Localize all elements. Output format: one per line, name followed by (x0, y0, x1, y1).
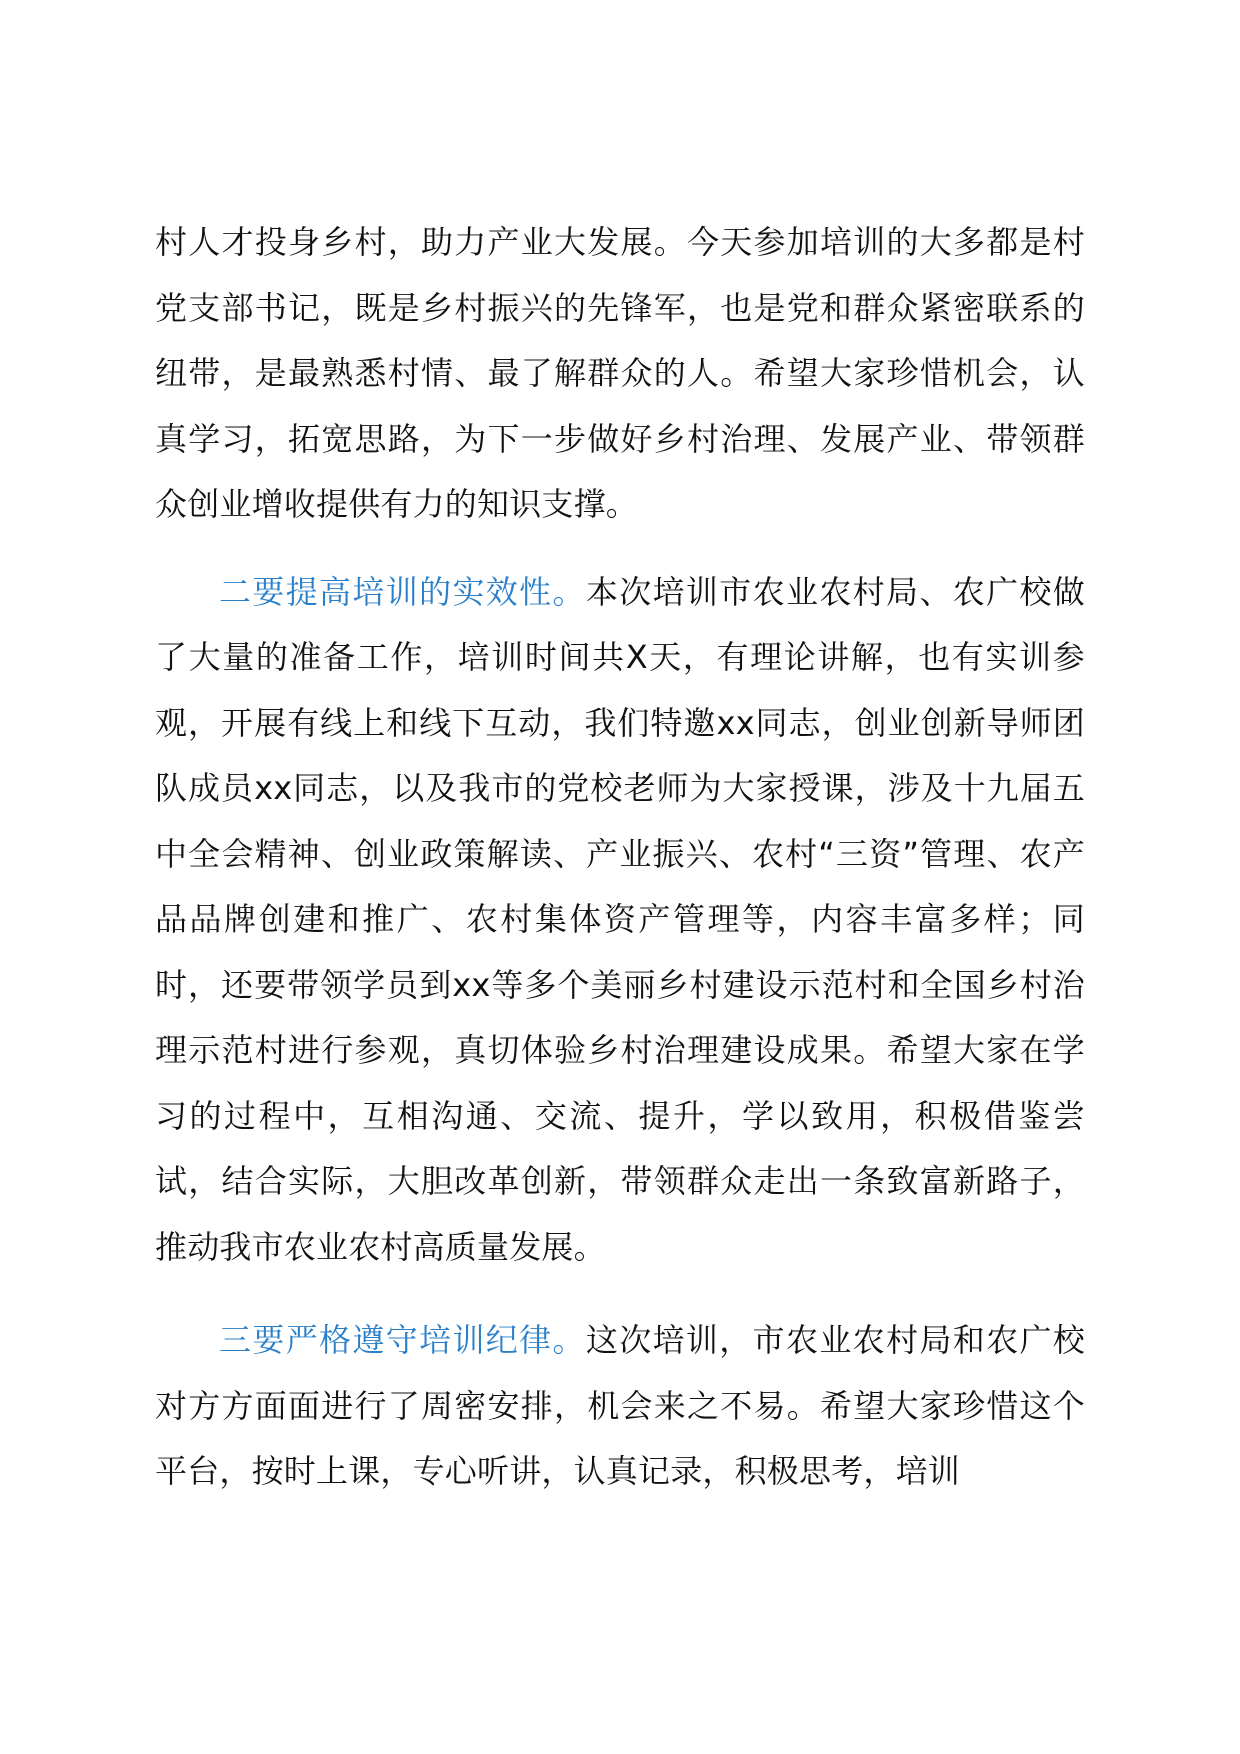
paragraph-3-heading: 三要严格遵守培训纪律。 (219, 1321, 586, 1359)
paragraph-3-text: 这次培训，市农业农村局和农广校对方方面面进行了周密安排，机会来之不易。希望大家珍惜这个平台，按时上课，专心听讲，认真记录，积极思考，培训 (155, 1321, 1085, 1490)
paragraph-3 (155, 1308, 1085, 1505)
paragraph-1 (155, 210, 1085, 538)
document-body (155, 210, 1085, 1533)
paragraph-2 (155, 560, 1085, 1281)
paragraph-1-text: 村人才投身乡村，助力产业大发展。今天参加培训的大多都是村党支部书记，既是乡村振兴的先锋军，也是党和群众紧密联系的纽带，是最熟悉村情、最了解群众的人。希望大家珍惜机会，认真学习，拓宽思路，为下一步做好乡村治理、发展产业、带领群众创业增收提供有力的知识支撑。 (155, 223, 1085, 523)
paragraph-2-text: 本次培训市农业农村局、农广校做了大量的准备工作，培训时间共X天，有理论讲解，也有实训参观，开展有线上和线下互动，我们特邀xx同志，创业创新导师团队成员xx同志，以及我市的党校老师为大家授课，涉及十九届五中全会精神、创业政策解读、产业振兴、农村“三资”管理、农产品品牌创建和推广、农村集体资产管理等，内容丰富多样；同时，还要带领学员到xx等多个美丽乡村建设示范村和全国乡村治理示范村进行参观，真切体验乡村治理建设成果。希望大家在学习的过程中，互相沟通、交流、提升，学以致用，积极借鉴尝试，结合实际，大胆改革创新，带领群众走出一条致富新路子，推动我市农业农村高质量发展。 (155, 572, 1085, 1266)
paragraph-2-heading: 二要提高培训的实效性。 (219, 572, 586, 611)
